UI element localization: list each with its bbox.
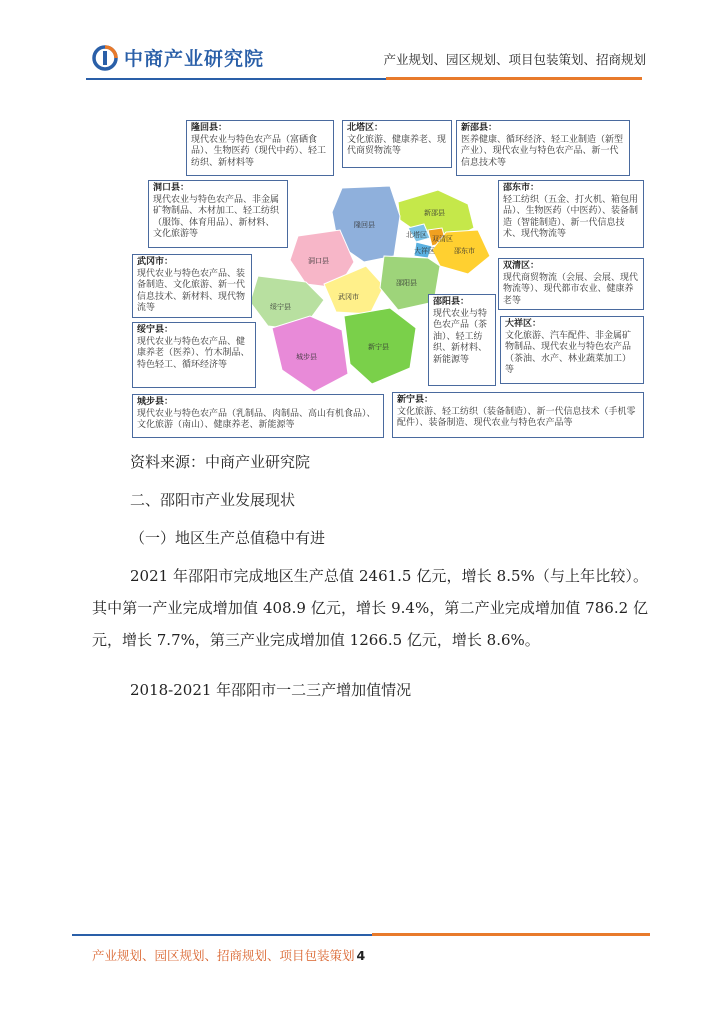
map-label-shuangqing: 双清区 <box>432 235 453 243</box>
callout-title: 城步县： <box>137 397 174 407</box>
map-label-daxiang: 大祥区 <box>414 247 435 255</box>
callout-title: 邵阳县： <box>433 297 470 307</box>
callout-text: 文化旅游、汽车配件、非金属矿物制品、现代农业与特色农产品（茶油、水产、林业蔬菜加工）等 <box>505 330 632 375</box>
gdp-paragraph: 2021 年邵阳市完成地区生产总值 2461.5 亿元，增长 8.5%（与上年比较）。其中第一产业完成增加值 408.9 亿元，增长 9.4%，第二产业完成增加值 786.2 亿元，增长 7.7%，第三产业完成增加值 1266.5 亿元，增长 8.6%。 <box>92 567 648 649</box>
callout-longhui <box>186 120 334 176</box>
callout-title: 武冈市： <box>137 257 174 267</box>
callout-text: 现代商贸物流（会展、会展、现代物流等）、现代都市农业、健康养老等 <box>503 272 639 306</box>
callout-dongkou <box>148 180 288 248</box>
callout-title: 邵东市： <box>503 183 540 193</box>
section-title: 二、邵阳市产业发展现状 <box>130 491 296 509</box>
callout-text: 医养健康、循环经济、轻工业制造（新型产业）、现代农业与特色农产品、新一代信息技术等 <box>461 134 624 168</box>
map-label-shaodong: 邵东市 <box>454 247 475 255</box>
subsection-title: （一）地区生产总值稳中有进 <box>130 529 326 547</box>
callout-title: 新邵县： <box>461 123 498 133</box>
footer-text: 产业规划、园区规划、招商规划、项目包装策划 <box>92 948 355 963</box>
callout-text: 轻工纺织（五金、打火机、箱包用品）、生物医药（中医药）、装备制造（智能制造）、新一代信息技术、现代物流等 <box>503 194 639 239</box>
callout-daxiang <box>500 316 644 384</box>
map-label-longhui: 隆回县 <box>354 221 375 229</box>
callout-text: 现代农业与特色农产品、健康养老（医养）、竹木制品、特色轻工、循环经济等 <box>137 336 250 370</box>
callout-text: 现代农业与特色农产品（富硒食品）、生物医药（现代中药）、轻工纺织、新材料等 <box>191 134 327 168</box>
map-label-shaoyang: 邵阳县 <box>396 279 417 287</box>
logo-icon <box>92 45 118 71</box>
callout-title: 大祥区： <box>505 319 542 329</box>
callout-text: 现代农业与特色农产品（乳制品、肉制品、高山有机食品）、文化旅游（南山）、健康养老、新能源等 <box>137 408 376 430</box>
callout-beita <box>342 120 452 168</box>
callout-chengbu <box>132 394 384 438</box>
page-number: 4 <box>356 948 366 963</box>
callout-text: 现代农业与特色农产品（茶油）、轻工纺织、新材料、新能源等 <box>433 308 488 365</box>
source-note: 资料来源：中商产业研究院 <box>130 453 311 471</box>
callout-shaoyang <box>428 294 496 386</box>
callout-shuangqing <box>498 258 644 310</box>
map-label-suining: 绥宁县 <box>270 303 291 311</box>
callout-wugang <box>132 254 252 318</box>
map-label-beita: 北塔区 <box>406 231 427 239</box>
callout-title: 隆回县： <box>191 123 228 133</box>
logo-text: 中商产业研究院 <box>124 48 265 70</box>
callout-text: 现代农业与特色农产品、非金属矿物制品、木材加工、轻工纺织（服饰、体育用品）、新材料、文化旅游等 <box>153 194 280 239</box>
callout-text: 文化旅游、健康养老、现代商贸物流等 <box>347 134 447 156</box>
header-divider <box>86 77 642 80</box>
callout-title: 洞口县： <box>153 183 190 193</box>
callout-title: 新宁县： <box>397 395 434 405</box>
map-label-dongkou: 洞口县 <box>308 257 329 265</box>
callout-xinshao <box>456 120 630 176</box>
chart-caption: 2018-2021 年邵阳市一二三产增加值情况 <box>130 681 412 699</box>
logo <box>92 44 264 71</box>
footer <box>92 946 365 964</box>
callout-shaodong <box>498 180 644 248</box>
callout-text: 现代农业与特色农产品、装备制造、文化旅游、新一代信息技术、新材料、现代物流等 <box>137 268 246 313</box>
callout-suining <box>132 322 256 388</box>
map-label-wugang: 武冈市 <box>338 293 359 301</box>
callout-xinning <box>392 392 644 438</box>
callout-title: 双清区： <box>503 261 540 271</box>
industry-map-figure <box>128 116 646 444</box>
map-label-xinshao: 新邵县 <box>424 209 445 217</box>
callout-title: 北塔区： <box>347 123 384 133</box>
callout-title: 绥宁县： <box>137 325 174 335</box>
callout-text: 文化旅游、轻工纺织（装备制造）、新一代信息技术（手机零配件）、装备制造、现代农业与特色农产品等 <box>397 406 636 428</box>
map-label-chengbu: 城步县 <box>296 353 317 361</box>
footer-divider <box>72 933 650 936</box>
map-label-xinning: 新宁县 <box>368 343 389 351</box>
header-slogan: 产业规划、园区规划、项目包装策划、招商规划 <box>383 52 646 67</box>
